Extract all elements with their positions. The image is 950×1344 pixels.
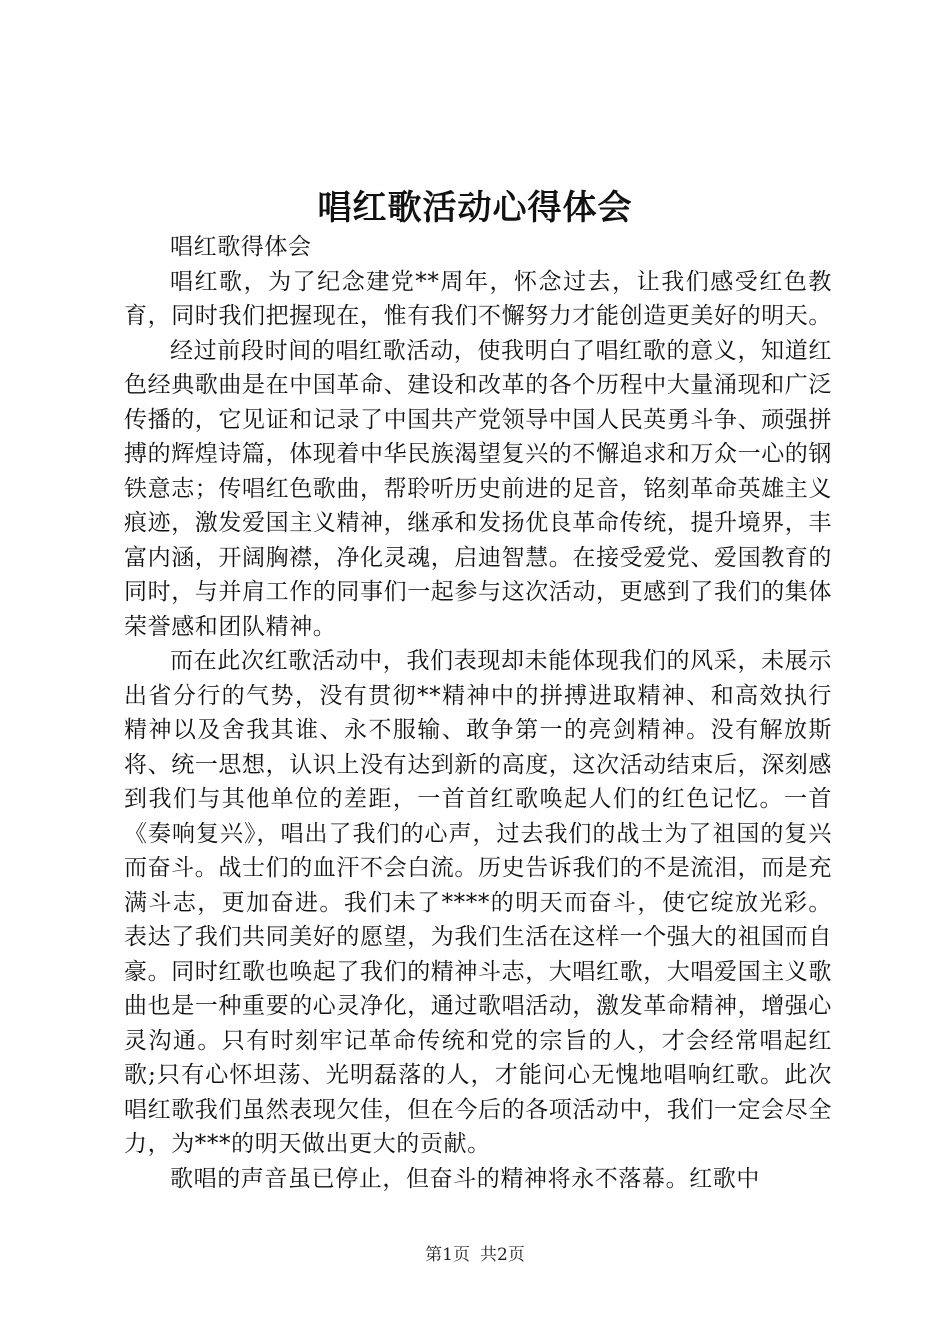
page-footer (0, 1244, 950, 1266)
body-paragraph-4: 歌唱的声音虽已停止，但奋斗的精神将永不落幕。红歌中 (170, 1165, 760, 1192)
page-number: 第1页 (425, 1245, 470, 1265)
page-total: 共2页 (480, 1245, 525, 1265)
body-paragraph-2: 经过前段时间的唱红歌活动，使我明白了唱红歌的意义，知道红色经典歌曲是在中国革命、建设和改革的各个历程中大量涌现和广泛传播的，它见证和记录了中国共产党领导中国人民英勇斗争、顽强拼搏的辉煌诗篇，体现着中华民族渴望复兴的不懈追求和万众一心的钢铁意志；传唱红色歌曲，帮聆听历史前进的足音，铭刻革命英雄主义痕迹，激发爱国主义精神，继承和发扬优良革命传统，提升境界，丰富内涵，开阔胸襟，净化灵魂，启迪智慧。在接受爱党、爱国教育的同时，与并肩工作的同事们一起参与这次活动，更感到了我们的集体荣誉感和团队精神。 (124, 337, 832, 640)
body-paragraph-3: 而在此次红歌活动中，我们表现却未能体现我们的风采，未展示出省分行的气势，没有贯彻**精神中的拼搏进取精神、和高效执行精神以及舍我其谁、永不服输、敢争第一的亮剑精神。没有解放斯将、统一思想，认识上没有达到新的高度，这次活动结束后，深刻感到我们与其他单位的差距，一首首红歌唤起人们的红色记忆。一首《奏响复兴》，唱出了我们的心声，过去我们的战士为了祖国的复兴而奋斗。战士们的血汗不会白流。历史告诉我们的不是流泪，而是充满斗志，更加奋进。我们未了****的明天而奋斗，使它绽放光彩。表达了我们共同美好的愿望，为我们生活在这样一个强大的祖国而自豪。同时红歌也唤起了我们的精神斗志，大唱红歌，大唱爱国主义歌曲也是一种重要的心灵净化，通过歌唱活动，激发革命精神，增强心灵沟通。只有时刻牢记革命传统和党的宗旨的人，才会经常唱起红歌;只有心怀坦荡、光明磊落的人，才能问心无愧地唱响红歌。此次唱红歌我们虽然表现欠佳，但在今后的各项活动中，我们一定会尽全力，为***的明天做出更大的贡献。 (124, 648, 832, 1157)
document-title: 唱红歌活动心得体会 (317, 188, 633, 228)
body-paragraph-1: 唱红歌，为了纪念建党**周年，怀念过去，让我们感受红色教育，同时我们把握现在，惟有我们不懈努力才能创造更美好的明天。 (124, 268, 832, 329)
subtitle-paragraph: 唱红歌得体会 (170, 234, 312, 260)
document-body (124, 230, 832, 1196)
